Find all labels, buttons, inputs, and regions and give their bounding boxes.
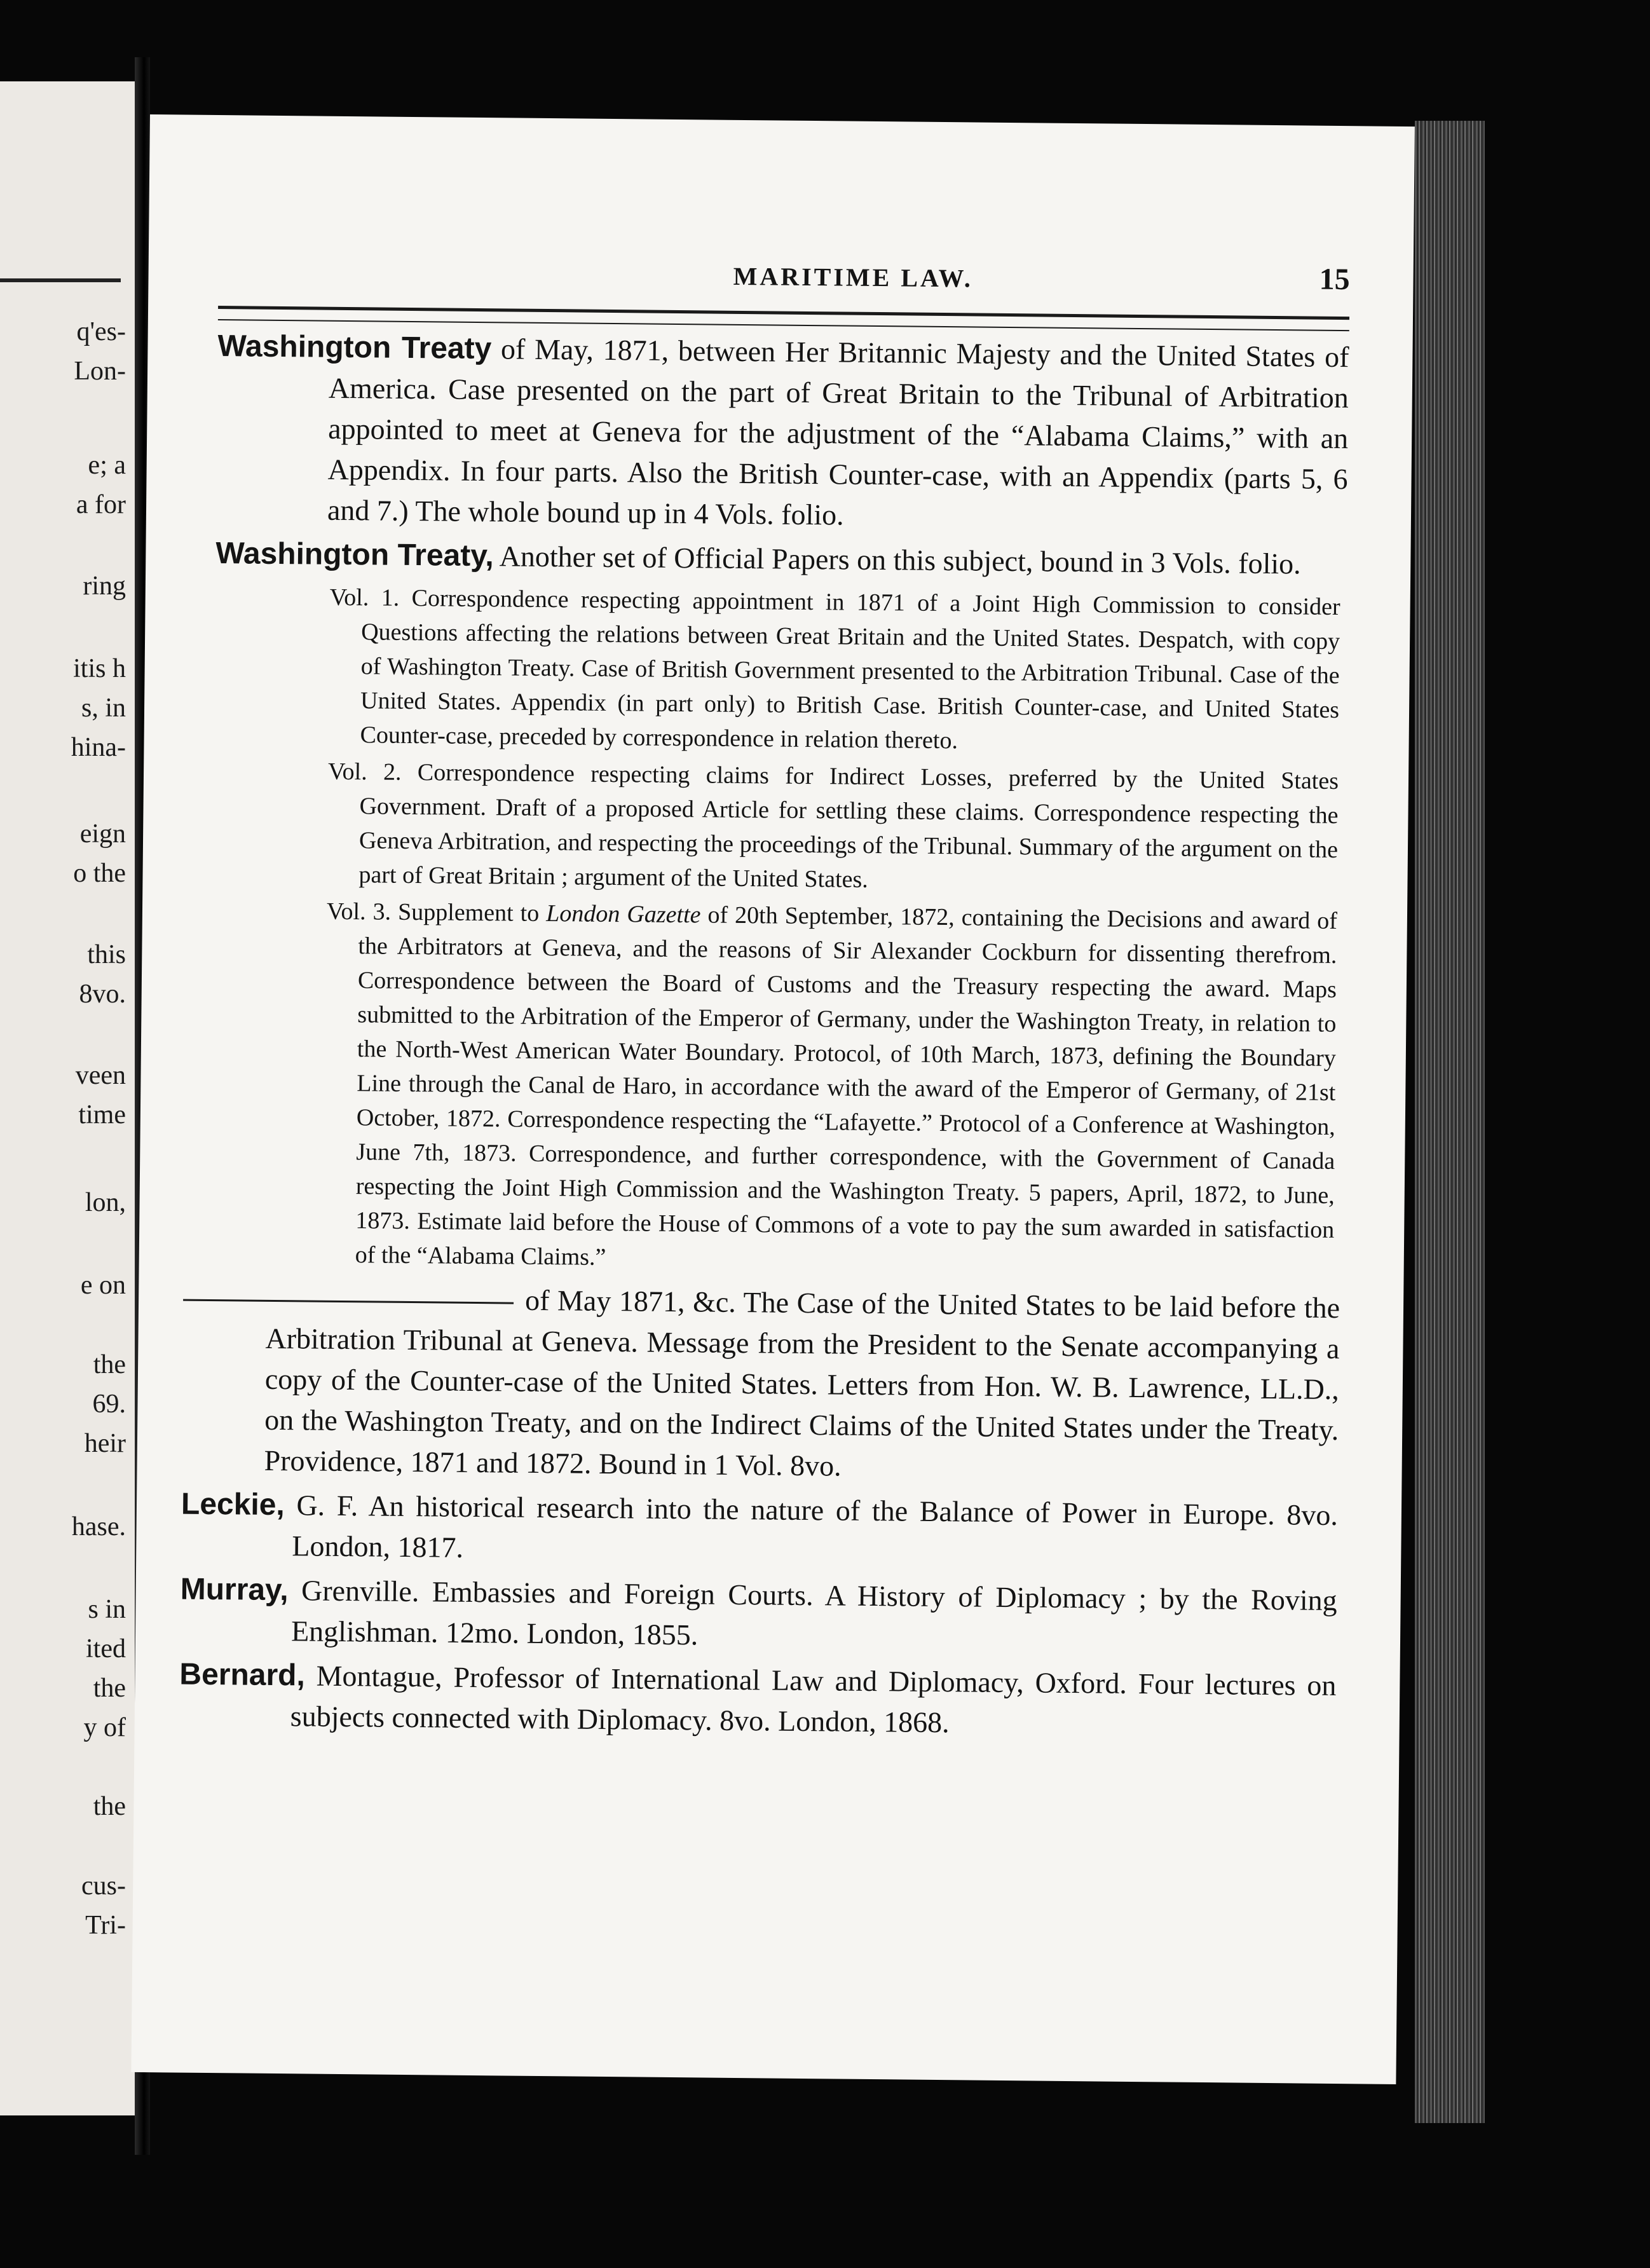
left-fragment: y of (83, 1713, 126, 1742)
left-fragment: lon, (85, 1188, 126, 1217)
left-fragment: Lon- (74, 357, 126, 386)
entry-heading: Washington Treaty, (215, 536, 494, 573)
left-fragment: e; a (88, 451, 126, 480)
left-fragment: the (93, 1674, 126, 1703)
ditto-dash (183, 1299, 514, 1304)
gazette-title: London Gazette (546, 900, 701, 929)
left-fragment: heir (84, 1429, 126, 1458)
left-fragment: ring (83, 571, 126, 601)
left-fragment: 69. (92, 1390, 126, 1419)
entry-text: Another set of Official Papers on this subject, bound in 3 Vols. folio. (493, 540, 1301, 580)
page-edges (1415, 121, 1485, 2123)
entry-text: G. F. An historical research into the nature of the Balance of Power in Europe. 8vo. London, 1817. (284, 1489, 1339, 1564)
entry-heading: Leckie, (181, 1487, 285, 1522)
left-fragment: eign (79, 819, 126, 849)
entry-heading: Washington Treaty (217, 329, 492, 366)
bibliography-entry (180, 1569, 1337, 1662)
left-page-rule (0, 278, 121, 282)
volume-label: Vol. 2. (327, 758, 402, 786)
entry-heading: Bernard, (179, 1657, 306, 1693)
volume-label: Vol. 1. (329, 584, 400, 611)
left-fragment: o the (73, 859, 126, 888)
left-fragment: hina- (71, 733, 126, 762)
left-fragment: ited (86, 1634, 126, 1663)
left-fragment: itis h (73, 654, 126, 683)
volume-label: Vol. 3. (326, 898, 392, 926)
dash-entry-text: of May 1871, &c. The Case of the United States to be laid before the Arbitration Tribunal at Geneva. Message from the President to the Senate accompanying a copy of the Counter-case of the United States. Letters from Hon. W. B. Lawrence, LL.D., on the Washington Treaty, and on the Indirect Claims of the United States under the Treaty. Providence, 1871 and 1872. Bound in 1 Vol. 8vo. (264, 1283, 1340, 1482)
left-fragment: a for (76, 490, 126, 519)
left-fragment: q'es- (76, 317, 126, 346)
bibliography-entry (215, 533, 1347, 585)
bibliography-entry (179, 1655, 1337, 1747)
lower-section (179, 1277, 1340, 1747)
running-header (218, 256, 1350, 311)
left-fragment: Tri- (85, 1911, 126, 1940)
page (131, 114, 1414, 2084)
dash-entry (181, 1277, 1340, 1491)
entry-text: of May, 1871, between Her Britannic Majesty and the United States of America. Case presented on the part of Great Britain to the Tribunal of Arbitration appointed to meet at Geneva for the adjustment of the “Alabama Claims,” with an Appendix. In four parts. Also the British Counter-case, with an Appendix (parts 5, 6 and 7.) The whole bound up in 4 Vols. folio. (327, 332, 1349, 531)
left-fragment: s in (88, 1595, 126, 1624)
bibliography-entry (181, 1484, 1338, 1576)
entry-heading: Murray, (180, 1572, 289, 1608)
left-fragment: cus- (81, 1871, 126, 1901)
volume-entry (327, 755, 1339, 901)
left-fragment: veen (75, 1061, 126, 1090)
left-fragment: 8vo. (79, 980, 126, 1009)
entry-text: Grenville. Embassies and Foreign Courts. A History of Diplomacy ; by the Roving Englishman. 12mo. London, 1855. (288, 1574, 1337, 1651)
page-number: 15 (1319, 262, 1350, 297)
bibliography-entry (216, 326, 1349, 540)
volume-entry (324, 894, 1338, 1281)
page-body (179, 326, 1349, 1747)
volume-entry (328, 580, 1340, 762)
left-fragment: the (93, 1792, 126, 1821)
left-fragment: time (78, 1100, 126, 1130)
volume-text: Correspondence respecting claims for Indirect Losses, preferred by the United States Government. Draft of a proposed Article for settling these claims. Correspondence respecting the Geneva Arbitration, and respecting the proceedings of the Tribunal. Summary of the argument on the part of Great Britain ; argument of the United States. (358, 758, 1339, 893)
volume-text: Correspondence respecting appointment in 1871 of a Joint High Commission to consider Questions affecting the relations between Great Britain and the United States. Despatch, with copy of Washington Treaty. Case of British Government presented to the Arbitration Tribunal. Case of the United States. Appendix (in part only) to British Case. British Counter-case, and United States Counter-case, preceded by correspondence in relation thereto. (360, 584, 1340, 755)
volume-text: of 20th September, 1872, containing the Decisions and award of the Arbitrators at Geneva, and the reasons of Sir Alexander Cockburn for dissenting therefrom. Correspondence between the Board of Customs and the Treasury respecting the award. Maps submitted to the Arbitration of the Emperor of Germany, under the Washington Treaty, in relation to the North-West American Water Boundary. Protocol, of 10th March, 1873, defining the Boundary Line through the Canal de Haro, in accordance with the award of the Emperor of Germany, of 21st October, 1872. Correspondence respecting the “Lafayette.” Protocol of a Conference at Washington, June 7th, 1873. Correspondence, and further correspondence, with the Government of Canada respecting the Joint High Commission and the Washington Treaty. 5 papers, April, 1872, to June, 1873. Estimate laid before the House of Commons of a vote to pay the sum awarded in satisfaction of the “Alabama Claims.” (355, 901, 1338, 1271)
left-fragment: this (87, 940, 126, 969)
volume-text-pre: Supplement to (390, 898, 547, 927)
left-fragment: the (93, 1350, 126, 1379)
page-title: MARITIME LAW. (733, 261, 974, 293)
left-fragment: e on (80, 1271, 126, 1300)
entry-text: Montague, Professor of International Law and Diplomacy, Oxford. Four lectures on subjects connected with Diplomacy. 8vo. London, 1868. (290, 1659, 1337, 1739)
left-fragment: hase. (71, 1512, 126, 1541)
left-page-edge (0, 81, 135, 2115)
left-fragment: s, in (81, 693, 126, 723)
